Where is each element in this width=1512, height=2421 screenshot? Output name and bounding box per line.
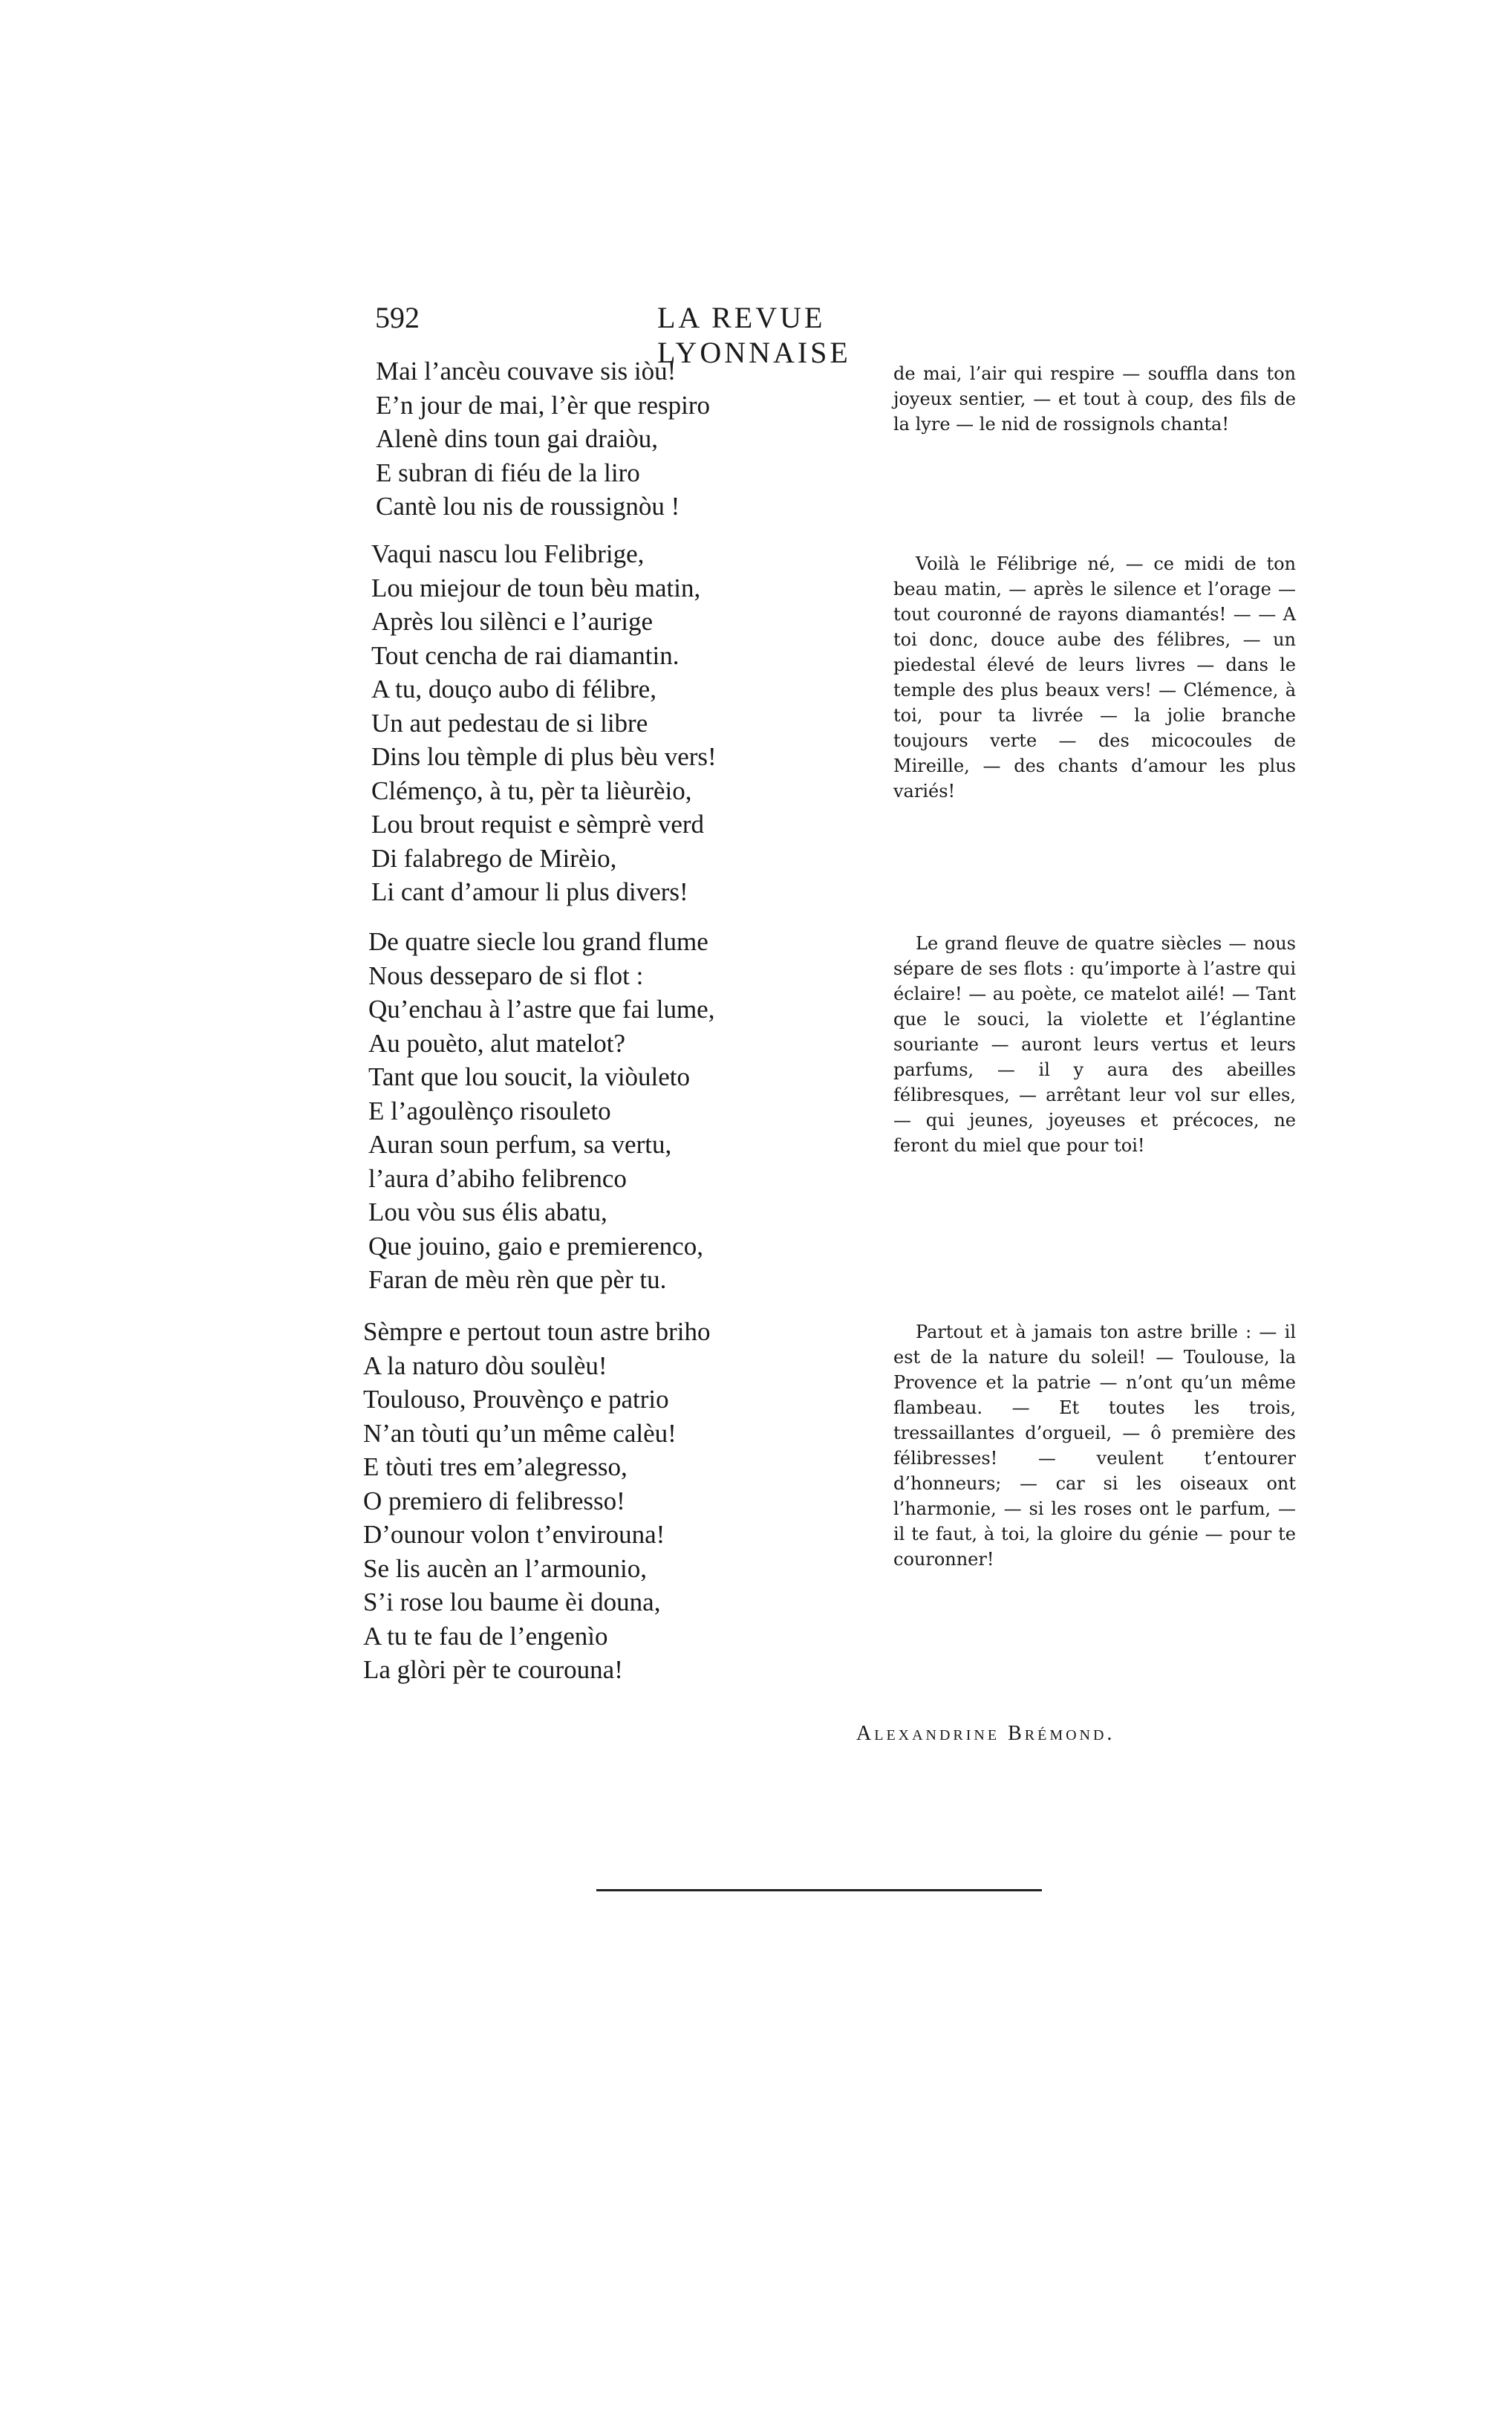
poem-line: A tu, douço aubo di félibre, [371, 675, 656, 703]
poem-line: Alenè dins toun gai draiòu, [376, 424, 659, 453]
poem-line: Tant que lou soucit, la viòuleto [368, 1062, 691, 1091]
poem-line: E subran di fiéu de la liro [376, 458, 640, 487]
poem-line: Tout cencha de rai diamantin. [371, 640, 680, 670]
poem-line: Au pouèto, alut matelot? [368, 1028, 626, 1058]
poem-line: Clémenço, à tu, pèr ta lièurèio, [371, 776, 692, 805]
poem-stanza-1 [376, 354, 710, 524]
poem-stanza-3 [368, 925, 714, 1297]
page-number: 592 [375, 301, 420, 334]
translation-paragraph-3: Le grand fleuve de quatre siècles — nous sépare de ses flots : qu’importe à l’astre qui éclaire! — au poète, ce matelot ailé! — Tant que le souci, la violette et l’églantine souriante — auront leurs vertus et leurs parfums, — il y aura des abeilles félibresques, — arrêtant leur vol sur elles, — qui jeunes, joyeuses et précoces, ne feront du miel que pour toi! [893, 933, 1296, 1156]
poem-line: E tòuti tres em’alegresso, [363, 1452, 628, 1481]
poem-line: O premiero di felibresso! [363, 1486, 625, 1515]
poem-line: Nous desseparo de si flot : [368, 961, 644, 990]
poem-line: Cantè lou nis de roussignòu ! [376, 492, 680, 521]
running-title: LA REVUE LYONNAISE [657, 301, 851, 369]
poem-line: E’n jour de mai, l’èr que respiro [376, 390, 710, 420]
poem-line: E l’agoulènço risouleto [368, 1096, 611, 1125]
poem-line: Vaqui nascu lou Felibrige, [371, 539, 645, 568]
poem-line: Lou vòu sus élis abatu, [368, 1197, 607, 1226]
poem-line: A la naturo dòu soulèu! [363, 1351, 607, 1380]
poem-line: Après lou silènci e l’aurige [371, 607, 654, 636]
translation-paragraph-2: Voilà le Félibrige né, — ce midi de ton beau matin, — après le silence et l’orage — tout couronné de rayons diamantés! — — A toi donc, douce aube des félibres, — un piedestal élevé de leurs livres — dans le temple des plus beaux vers! — Clémence, à toi, pour ta livrée — la jolie branche toujours verte — des micocoules de Mireille, — des chants d’amour les plus variés! [893, 553, 1296, 802]
translation-paragraph-4: Partout et à jamais ton astre brille : — il est de la nature du soleil! — Toulouse, la Provence et la patrie — n’ont qu’un même flambeau. — Et toutes les trois, tressaillantes d’orgueil, — ô première des félibresses! — veulent t’entourer d’honneurs; — car si les oiseaux ont l’harmonie, — si les roses ont le parfum, — il te faut, à toi, la gloire du génie — pour te couronner! [893, 1322, 1296, 1570]
author-signature: Alexandrine Brémond. [856, 1722, 1115, 1745]
poem-line: Un aut pedestau de si libre [371, 708, 648, 738]
poem-line: Di falabrego de Mirèio, [371, 843, 617, 873]
poem-line: Toulouso, Prouvènço e patrio [363, 1385, 669, 1414]
poem-line: Qu’enchau à l’astre que fai lume, [368, 995, 715, 1024]
poem-line: Lou brout requist e sèmprè verd [371, 810, 705, 839]
poem-line: S’i rose lou baume èi douna, [363, 1588, 661, 1616]
poem-stanza-2 [371, 537, 717, 909]
poem-line: Se lis aucèn an l’armounio, [363, 1553, 647, 1583]
poem-line: Dins lou tèmple di plus bèu vers! [371, 742, 717, 771]
poem-line: Auran soun perfum, sa vertu, [368, 1130, 672, 1159]
poem-line: D’ounour volon t’envirouna! [363, 1520, 665, 1549]
poem-line: La glòri pèr te courouna! [363, 1655, 623, 1684]
running-header [375, 300, 1029, 369]
poem-line: Lou miejour de toun bèu matin, [371, 573, 701, 602]
poem-line: Faran de mèu rèn que pèr tu. [368, 1265, 667, 1294]
poem-stanza-4 [363, 1315, 711, 1687]
poem-line: l’aura d’abiho felibrenco [368, 1163, 627, 1193]
poem-line: Li cant d’amour li plus divers! [371, 877, 688, 906]
poem-line: A tu te fau de l’engenìo [363, 1621, 608, 1651]
section-divider [596, 1889, 1042, 1891]
poem-line: Sèmpre e pertout toun astre briho [363, 1317, 711, 1346]
translation-paragraph-1: de mai, l’air qui respire — souffla dans ton joyeux sentier, — et tout à coup, des fils de la lyre — le nid de rossignols chanta! [893, 363, 1296, 435]
poem-line: De quatre siecle lou grand flume [368, 927, 708, 956]
poem-line: Que jouino, gaio e premierenco, [368, 1231, 703, 1261]
poem-line: Mai l’ancèu couvave sis iòu! [376, 357, 677, 386]
poem-line: N’an tòuti qu’un même calèu! [363, 1418, 677, 1448]
